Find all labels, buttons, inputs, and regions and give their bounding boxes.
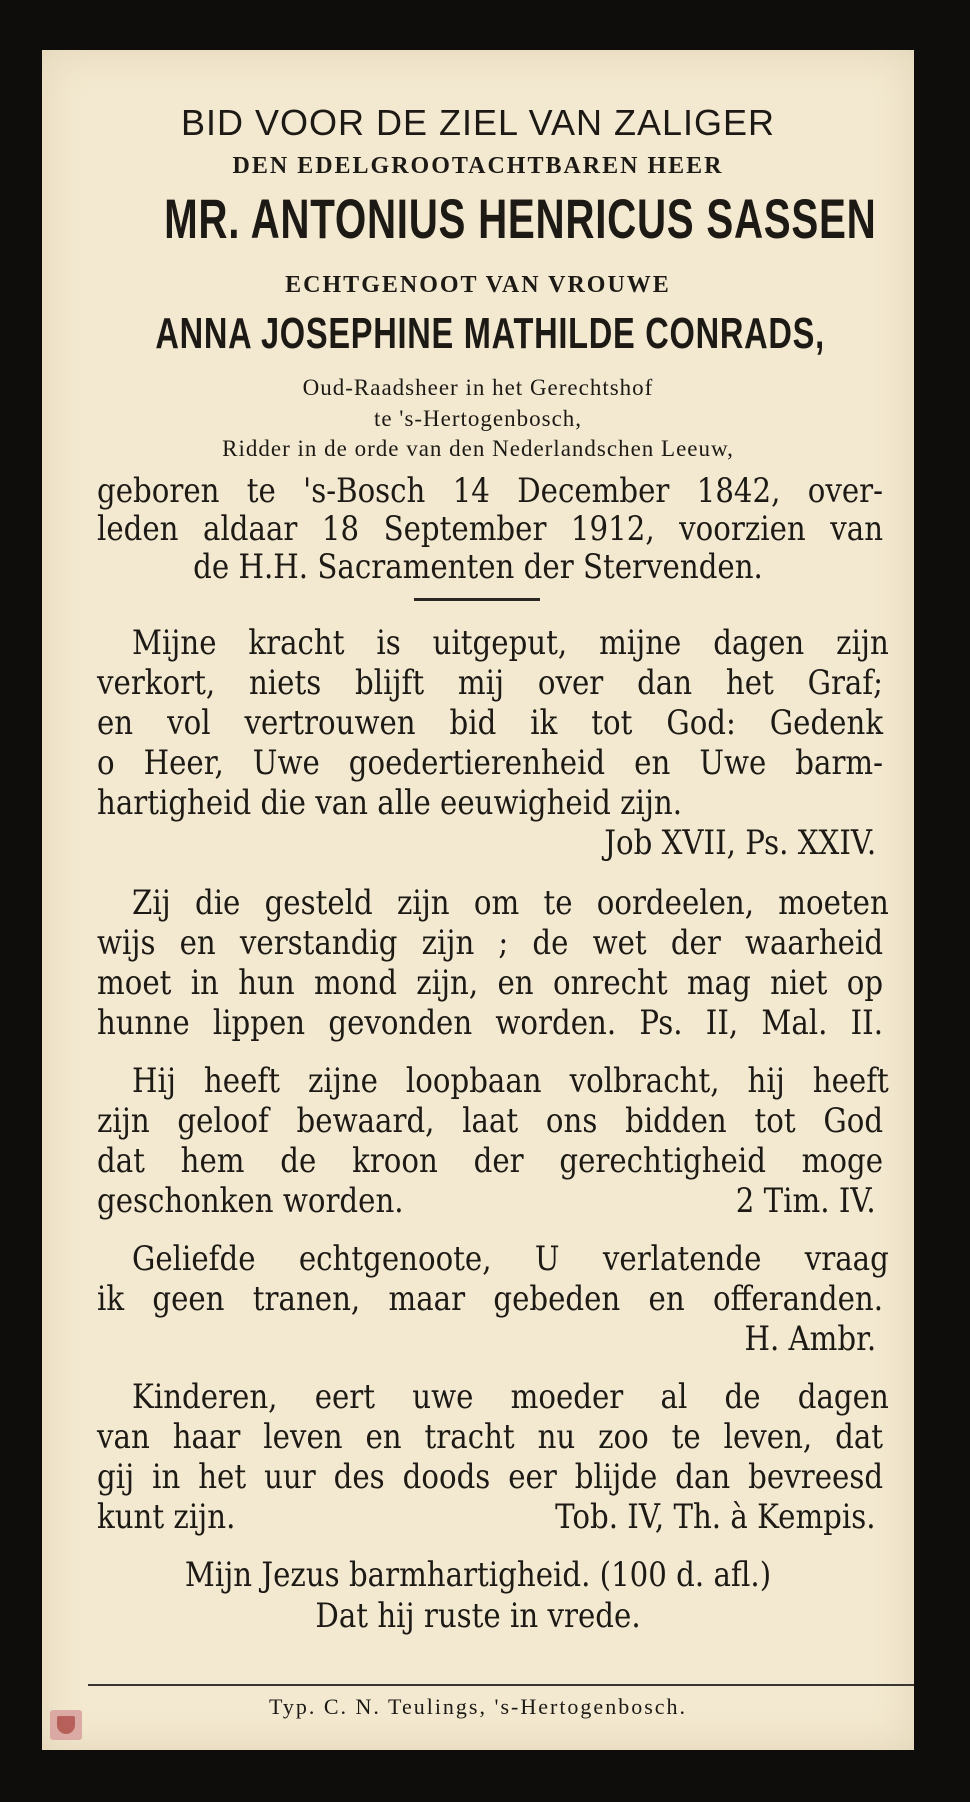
verse4-line-1: Geliefde echtgenoote, U verlatende vraag (132, 1239, 889, 1279)
printer-credit: Typ. C. N. Teulings, 's-Hertogenbosch. (268, 1694, 688, 1719)
divider-rule (414, 598, 540, 601)
life-line-2: leden aldaar 18 September 1912, voorzien van (97, 509, 884, 549)
verse3-line-4: geschonken worden. (97, 1181, 404, 1221)
verse1-line-5: hartigheid die van alle eeuwigheid zijn. (97, 783, 683, 823)
deceased-name: MR. ANTONIUS HENRICUS SASSEN (164, 187, 877, 250)
closing-line-2: Dat hij ruste in vrede. (315, 1596, 641, 1636)
verse3-line-3: dat hem de kroon der gerechtigheid moge (97, 1141, 884, 1181)
memorial-card (42, 50, 914, 1750)
verse4-reference: H. Ambr. (744, 1319, 876, 1359)
header-line-4: ECHTGENOOT VAN VROUWE (285, 272, 671, 298)
verse3-reference: 2 Tim. IV. (736, 1181, 876, 1221)
life-line-3: de H.H. Sacramenten der Stervenden. (193, 547, 763, 587)
spouse-name: ANNA JOSEPHINE MATHILDE CONRADS, (155, 309, 825, 358)
verse3-line-2: zijn geloof bewaard, laat ons bidden tot God (97, 1101, 884, 1141)
header-line-2: DEN EDELGROOTACHTBAREN HEER (232, 153, 724, 179)
verse5-reference: Tob. IV, Th. à Kempis. (555, 1497, 876, 1537)
verse2-line-1: Zij die gesteld zijn om te oordeelen, moeten (132, 883, 889, 923)
verse1-line-4: o Heer, Uwe goedertierenheid en Uwe barm- (97, 743, 884, 783)
footer-rule (88, 1684, 914, 1686)
title-line-3: Ridder in de orde van den Nederlandschen Leeuw, (222, 436, 734, 461)
title-line-2: te 's-Hertogenbosch, (373, 406, 583, 431)
header-line-1: BID VOOR DE ZIEL VAN ZALIGER (180, 102, 776, 143)
verse1-line-3: en vol vertrouwen bid ik tot God: Gedenk (97, 703, 884, 743)
verse4-line-2: ik geen tranen, maar gebeden en offeranden. (97, 1279, 884, 1319)
verse3-line-1: Hij heeft zijne loopbaan volbracht, hij heeft (132, 1061, 889, 1101)
verse5-line-4: kunt zijn. (97, 1497, 236, 1537)
verse1-reference: Job XVII, Ps. XXIV. (604, 823, 876, 863)
title-line-1: Oud-Raadsheer in het Gerechtshof (302, 375, 654, 400)
verse2-line-2: wijs en verstandig zijn ; de wet der waarheid (97, 923, 884, 963)
verse2-line-3: moet in hun mond zijn, en onrecht mag niet op (97, 963, 884, 1003)
closing-line-1: Mijn Jezus barmhartigheid. (100 d. afl.) (184, 1555, 772, 1595)
life-line-1: geboren te 's-Bosch 14 December 1842, over- (97, 471, 884, 511)
verse2-line-4: hunne lippen gevonden worden. Ps. II, Mal. II. (97, 1003, 884, 1043)
verse5-line-1: Kinderen, eert uwe moeder al de dagen (132, 1377, 889, 1417)
verse5-line-3: gij in het uur des doods eer blijde dan bevreesd (97, 1457, 884, 1497)
verse1-line-2: verkort, niets blijft mij over dan het Graf; (97, 663, 884, 703)
archive-stamp-icon (50, 1710, 82, 1740)
verse1-line-1: Mijne kracht is uitgeput, mijne dagen zijn (132, 623, 889, 663)
verse5-line-2: van haar leven en tracht nu zoo te leven, dat (97, 1417, 884, 1457)
